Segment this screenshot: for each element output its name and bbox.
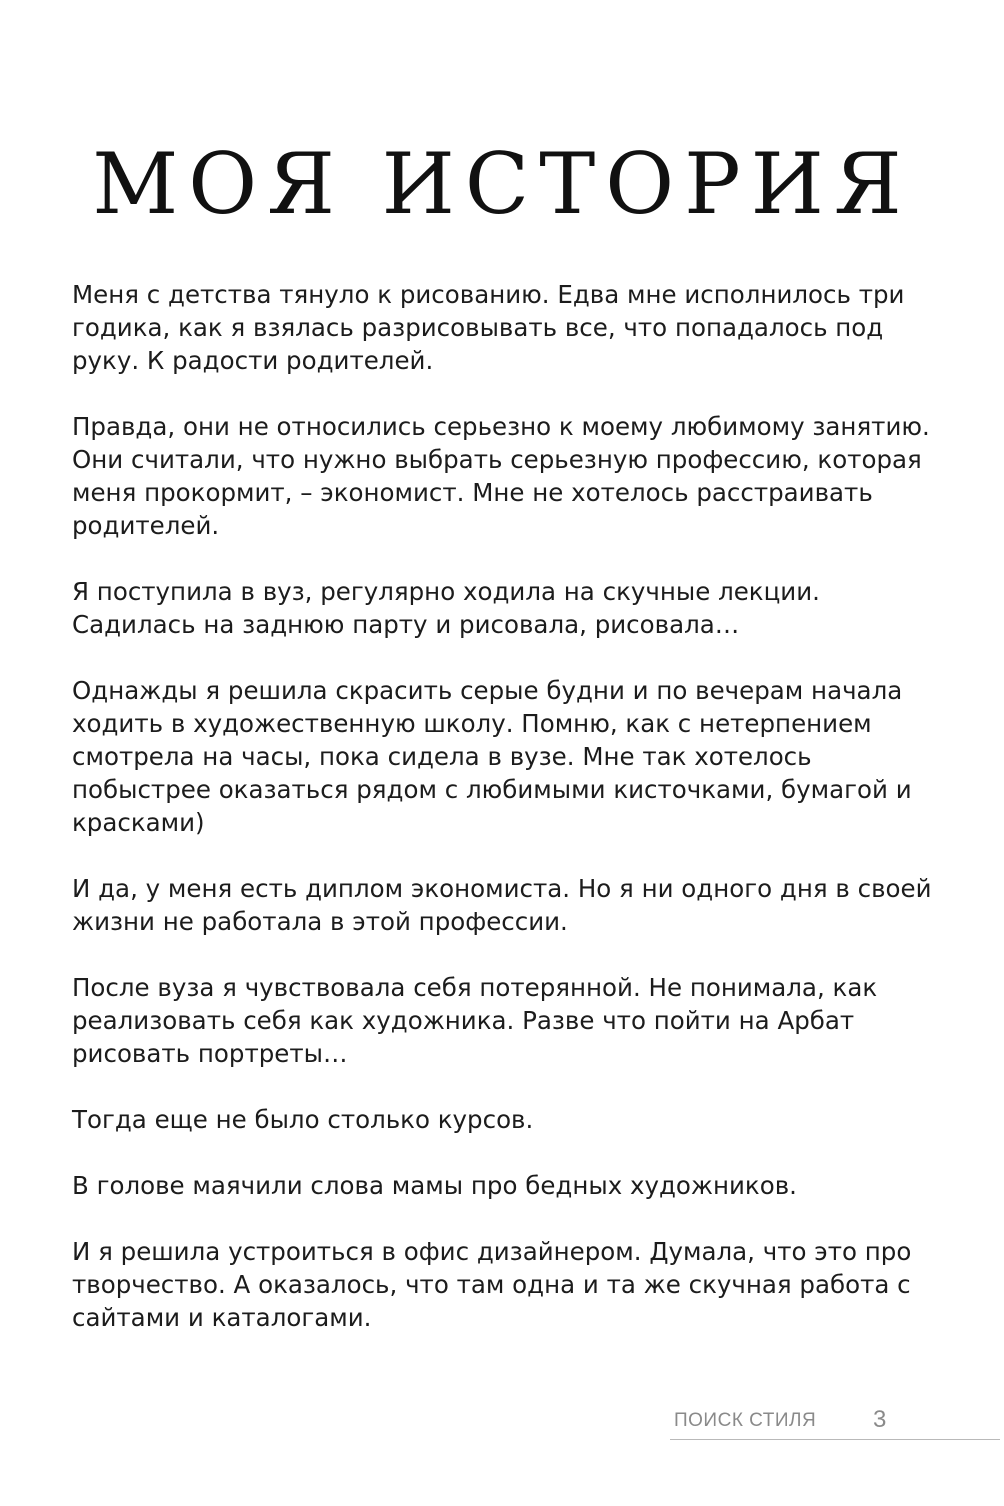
paragraph-8: В голове маячили слова мамы про бедных художников. bbox=[72, 1171, 797, 1200]
page-number: 3 bbox=[873, 1406, 887, 1433]
body-text bbox=[72, 278, 932, 1367]
footer-section-title: ПОИСК СТИЛЯ bbox=[674, 1410, 817, 1431]
paragraph-3: Я поступила в вуз, регулярно ходила на скучные лекции. Садилась на заднюю парту и рисовала, рисовала… bbox=[72, 577, 820, 639]
paragraph-4: Однажды я решила скрасить серые будни и по вечерам начала ходить в художественную школу. Помню, как с нетерпением смотрела на часы, пока сидела в вузе. Мне так хотелось побыстрее оказаться рядом с любимыми кисточками, бумагой и красками) bbox=[72, 676, 912, 837]
paragraph-2: Правда, они не относились серьезно к моему любимому занятию. Они считали, что нужно выбрать серьезную профессию, которая меня прокормит, – экономист. Мне не хотелось расстраивать родителей. bbox=[72, 412, 930, 540]
paragraph-5: И да, у меня есть диплом экономиста. Но я ни одного дня в своей жизни не работала в этой профессии. bbox=[72, 874, 932, 936]
page-title: МОЯ ИСТОРИЯ bbox=[92, 135, 912, 233]
paragraph-1: Меня с детства тянуло к рисованию. Едва мне исполнилось три годика, как я взялась разрисовывать все, что попадалось под руку. К радости родителей. bbox=[72, 280, 905, 375]
paragraph-6: После вуза я чувствовала себя потерянной. Не понимала, как реализовать себя как художника. Разве что пойти на Арбат рисовать портреты… bbox=[72, 973, 878, 1068]
page-footer bbox=[670, 1402, 1000, 1442]
paragraph-9: И я решила устроиться в офис дизайнером. Думала, что это про творчество. А оказалось, что там одна и та же скучная работа с сайтами и каталогами. bbox=[72, 1237, 912, 1332]
footer-divider bbox=[670, 1439, 1000, 1440]
paragraph-7: Тогда еще не было столько курсов. bbox=[72, 1105, 534, 1134]
